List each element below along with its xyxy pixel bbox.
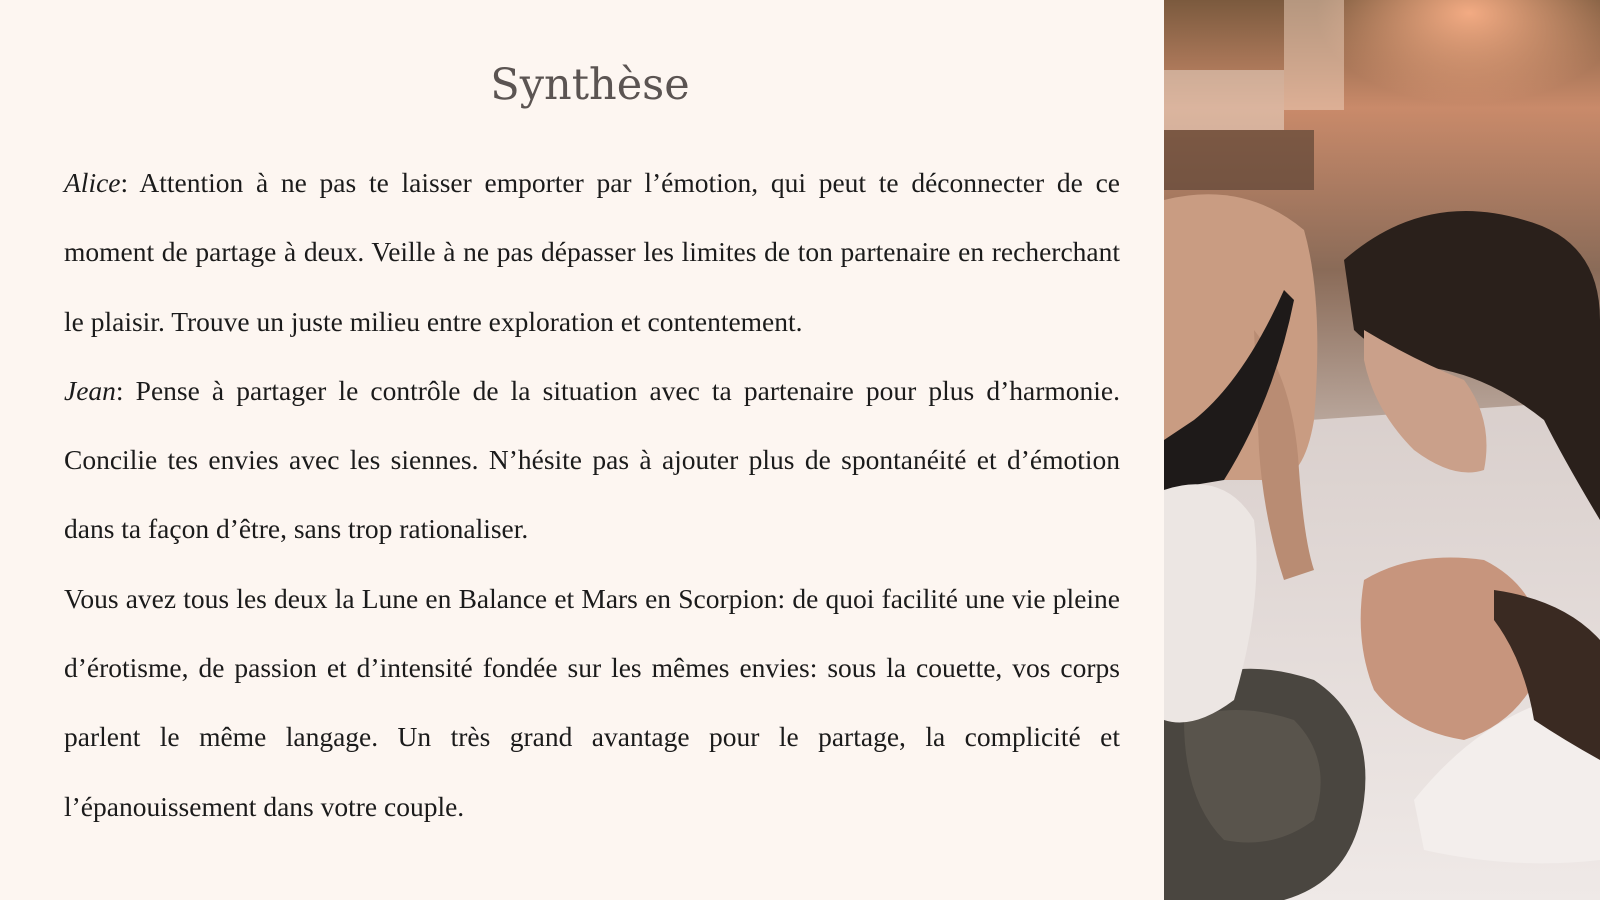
paragraph-alice [64,148,1120,356]
couple-photo [1164,0,1600,900]
synthesis-body [64,148,1120,841]
paragraph-text: : Pense à partager le contrôle de la situation avec ta partenaire pour plus d’harmonie. Concilie tes envies avec les siennes. N’hésite pas à ajouter plus de spontanéité et d’émotion dans ta façon d’être, sans trop rationaliser. [64,374,1120,545]
paragraph-jean [64,356,1120,564]
slide-title: Synthèse [490,60,690,110]
paragraph-text: : Attention à ne pas te laisser emporter par l’émotion, qui peut te déconnecter de ce moment de partage à deux. Veille à ne pas dépasser les limites de ton partenaire en recherchant le plaisir. Trouve un juste milieu entre exploration et contentement. [64,167,1120,337]
speaker-name: Jean [64,374,116,406]
speaker-name: Alice [64,167,121,198]
paragraph-couple [64,564,1120,841]
photo-image [1164,0,1600,900]
paragraph-text: Vous avez tous les deux la Lune en Balance et Mars en Scorpion: de quoi facilité une vie pleine d’érotisme, de passion et d’intensité fondée sur les mêmes envies: sous la couette, vos corps parlent le même langage. Un très grand avantage pour le partage, la complicité et l’épanouissement dans votre couple. [64,582,1120,822]
